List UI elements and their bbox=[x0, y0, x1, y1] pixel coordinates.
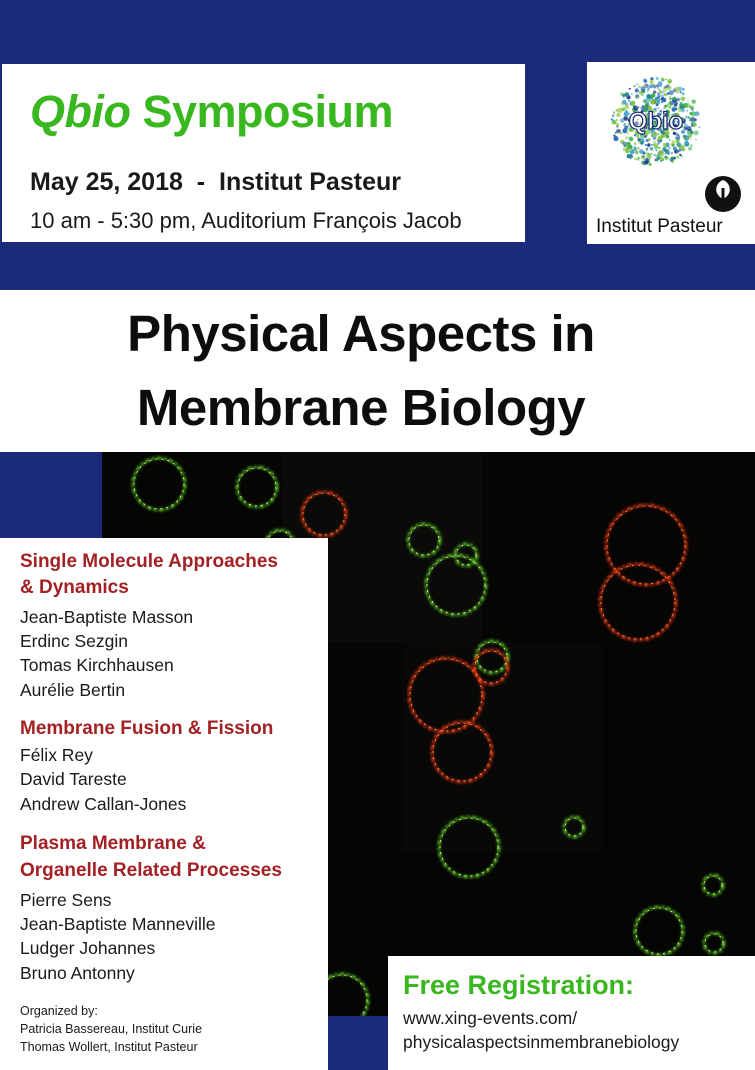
speaker: Erdinc Sezgin bbox=[20, 631, 128, 651]
organizer: Patricia Bassereau, Institut Curie bbox=[20, 1022, 203, 1036]
qbio-logo-speckle bbox=[682, 88, 684, 90]
qbio-logo-speckle bbox=[612, 121, 616, 125]
speaker: Tomas Kirchhausen bbox=[20, 655, 174, 675]
event-date: May 25, 2018 - Institut Pasteur bbox=[30, 168, 401, 196]
main-title-band bbox=[0, 290, 755, 452]
qbio-logo-speckle bbox=[685, 116, 688, 119]
qbio-logo-speckle bbox=[622, 142, 626, 146]
qbio-logo-speckle bbox=[611, 118, 614, 121]
qbio-logo-speckle bbox=[634, 85, 636, 87]
speaker: Bruno Antonny bbox=[20, 963, 135, 983]
qbio-logo-speckle bbox=[669, 97, 672, 100]
qbio-logo-speckle bbox=[621, 107, 625, 111]
qbio-logo-speckle bbox=[663, 88, 668, 93]
organizer: Thomas Wollert, Institut Pasteur bbox=[20, 1040, 198, 1054]
qbio-logo-speckle bbox=[656, 150, 658, 152]
qbio-logo-speckle bbox=[636, 96, 639, 99]
qbio-logo-speckle bbox=[667, 93, 669, 95]
registration-box bbox=[388, 956, 755, 1070]
qbio-logo-speckle bbox=[646, 149, 648, 151]
qbio-logo-speckle bbox=[699, 126, 701, 128]
qbio-logo bbox=[602, 66, 710, 174]
qbio-logo-speckle bbox=[676, 139, 680, 143]
qbio-logo-speckle bbox=[644, 135, 647, 138]
qbio-logo-speckle bbox=[687, 131, 690, 134]
qbio-logo-speckle bbox=[677, 150, 679, 152]
qbio-logo-speckle bbox=[688, 147, 692, 151]
qbio-logo-speckle bbox=[676, 98, 680, 102]
qbio-logo-speckle bbox=[623, 96, 625, 98]
organizers-label: Organized by: bbox=[20, 1004, 98, 1018]
qbio-logo-speckle bbox=[651, 153, 653, 155]
qbio-logo-speckle bbox=[677, 102, 679, 104]
qbio-logo-speckle bbox=[613, 111, 615, 113]
qbio-logo-speckle bbox=[689, 112, 692, 115]
main-title-line-1: Physical Aspects in bbox=[127, 305, 595, 362]
session-2-title: Membrane Fusion & Fission bbox=[20, 718, 274, 739]
qbio-logo-speckle bbox=[647, 95, 652, 100]
qbio-logo-speckle bbox=[694, 130, 699, 135]
speaker: Pierre Sens bbox=[20, 890, 112, 910]
qbio-logo-speckle bbox=[660, 157, 664, 161]
qbio-logo-speckle bbox=[687, 126, 692, 131]
pasteur-logo-icon bbox=[703, 174, 743, 214]
qbio-logo-speckle bbox=[680, 91, 682, 93]
qbio-logo-speckle bbox=[629, 137, 634, 142]
qbio-logo-speckle bbox=[614, 136, 619, 141]
qbio-logo-speckle bbox=[662, 92, 664, 94]
qbio-logo-speckle bbox=[647, 143, 650, 146]
qbio-logo-speckle bbox=[660, 91, 663, 94]
qbio-logo-speckle bbox=[629, 88, 631, 90]
qbio-logo-speckle bbox=[635, 151, 639, 155]
qbio-logo-speckle bbox=[641, 86, 646, 91]
session-1-title-line-1: Single Molecule Approaches bbox=[20, 551, 278, 572]
speaker: Ludger Johannes bbox=[20, 938, 156, 958]
qbio-logo-speckle bbox=[639, 149, 644, 154]
qbio-logo-speckle bbox=[674, 99, 676, 101]
symposium-title-qbio: Qbio bbox=[30, 86, 131, 137]
qbio-logo-speckle bbox=[684, 140, 688, 144]
qbio-logo-speckle bbox=[688, 116, 690, 118]
qbio-logo-speckle bbox=[645, 104, 647, 106]
qbio-logo-speckle bbox=[626, 136, 629, 139]
qbio-logo-speckle bbox=[630, 150, 635, 155]
qbio-logo-speckle bbox=[682, 92, 685, 95]
symposium-title bbox=[30, 86, 393, 138]
qbio-logo-speckle bbox=[644, 80, 647, 83]
event-time-location: 10 am - 5:30 pm, Auditorium François Jacob bbox=[30, 208, 462, 233]
qbio-logo-text: Qbio bbox=[628, 108, 684, 135]
qbio-logo-speckle bbox=[672, 144, 675, 147]
qbio-logo-speckle bbox=[683, 135, 686, 138]
qbio-logo-speckle bbox=[622, 128, 627, 133]
speaker: Félix Rey bbox=[20, 745, 93, 765]
qbio-logo-speckle bbox=[645, 144, 647, 146]
speaker: Aurélie Bertin bbox=[20, 680, 126, 700]
qbio-logo-speckle bbox=[692, 100, 696, 104]
qbio-logo-speckle bbox=[690, 118, 694, 122]
qbio-logo-speckle bbox=[678, 136, 680, 138]
qbio-logo-speckle bbox=[665, 104, 668, 107]
speaker: Andrew Callan-Jones bbox=[20, 794, 187, 814]
qbio-logo-speckle bbox=[640, 141, 644, 145]
qbio-logo-speckle bbox=[625, 148, 630, 153]
qbio-logo-speckle bbox=[639, 91, 641, 93]
qbio-logo-speckle bbox=[687, 110, 689, 112]
qbio-logo-speckle bbox=[683, 103, 688, 108]
qbio-logo-speckle bbox=[620, 93, 624, 97]
qbio-logo-speckle bbox=[645, 161, 649, 165]
qbio-logo-speckle bbox=[667, 85, 672, 90]
qbio-logo-speckle bbox=[634, 146, 636, 148]
qbio-logo-speckle bbox=[620, 118, 624, 122]
qbio-logo-speckle bbox=[612, 114, 615, 117]
speaker: Jean-Baptiste Masson bbox=[20, 607, 194, 627]
qbio-logo-speckle bbox=[653, 136, 657, 140]
qbio-logo-speckle bbox=[623, 124, 625, 126]
qbio-logo-speckle bbox=[642, 156, 644, 158]
qbio-logo-speckle bbox=[656, 77, 659, 80]
qbio-logo-speckle bbox=[624, 92, 629, 97]
speaker: Jean-Baptiste Manneville bbox=[20, 914, 216, 934]
qbio-logo-speckle bbox=[616, 123, 619, 126]
qbio-logo-speckle bbox=[616, 119, 618, 121]
qbio-logo-speckle bbox=[647, 90, 649, 92]
qbio-logo-speckle bbox=[667, 79, 672, 84]
qbio-logo-speckle bbox=[616, 113, 620, 117]
qbio-logo-speckle bbox=[622, 100, 626, 104]
qbio-logo-speckle bbox=[636, 83, 638, 85]
qbio-logo-speckle bbox=[667, 157, 669, 159]
qbio-logo-speckle bbox=[636, 135, 639, 138]
registration-title: Free Registration: bbox=[403, 970, 635, 1000]
qbio-logo-speckle bbox=[653, 86, 656, 89]
qbio-logo-speckle bbox=[680, 154, 682, 156]
qbio-logo-speckle bbox=[649, 80, 654, 85]
speaker: David Tareste bbox=[20, 769, 127, 789]
qbio-logo-speckle bbox=[669, 90, 674, 95]
qbio-logo-speckle bbox=[657, 95, 660, 98]
qbio-logo-speckle bbox=[647, 154, 652, 159]
qbio-logo-speckle bbox=[646, 102, 648, 104]
qbio-logo-speckle bbox=[635, 88, 639, 92]
qbio-logo-speckle bbox=[665, 78, 667, 80]
qbio-logo-speckle bbox=[695, 139, 697, 141]
qbio-logo-speckle bbox=[627, 154, 631, 158]
session-3-title-line-1: Plasma Membrane & bbox=[20, 833, 206, 854]
qbio-logo-speckle bbox=[656, 101, 660, 105]
qbio-logo-speckle bbox=[663, 143, 667, 147]
qbio-logo-speckle bbox=[657, 160, 659, 162]
qbio-logo-speckle bbox=[669, 96, 671, 98]
qbio-logo-speckle bbox=[650, 147, 653, 150]
qbio-logo-speckle bbox=[669, 139, 671, 141]
qbio-logo-speckle bbox=[694, 118, 697, 121]
qbio-logo-speckle bbox=[628, 100, 630, 102]
qbio-logo-speckle bbox=[663, 98, 666, 101]
qbio-logo-speckle bbox=[653, 143, 657, 147]
qbio-logo-speckle bbox=[647, 85, 651, 89]
qbio-logo-speckle bbox=[690, 105, 694, 109]
qbio-logo-speckle bbox=[653, 90, 656, 93]
speakers-box bbox=[0, 538, 328, 1070]
qbio-logo-speckle bbox=[670, 152, 673, 155]
qbio-logo-speckle bbox=[658, 81, 663, 86]
qbio-logo-speckle bbox=[646, 139, 649, 142]
session-1-title-line-2: & Dynamics bbox=[20, 577, 129, 598]
qbio-logo-speckle bbox=[662, 153, 665, 156]
qbio-logo-speckle bbox=[662, 80, 664, 82]
qbio-logo-speckle bbox=[693, 123, 697, 127]
qbio-logo-speckle bbox=[649, 164, 651, 166]
symposium-title-rest: Symposium bbox=[142, 86, 394, 137]
qbio-logo-speckle bbox=[614, 113, 616, 115]
qbio-logo-speckle bbox=[690, 132, 693, 135]
qbio-logo-speckle bbox=[615, 132, 617, 134]
qbio-logo-speckle bbox=[631, 93, 633, 95]
qbio-logo-speckle bbox=[683, 97, 686, 100]
qbio-logo-speckle bbox=[687, 100, 689, 102]
qbio-logo-speckle bbox=[664, 156, 667, 159]
qbio-logo-speckle bbox=[653, 141, 656, 144]
registration-url-line-2[interactable]: physicalaspectsinmembranebiology bbox=[403, 1032, 680, 1052]
qbio-logo-speckle bbox=[637, 157, 640, 160]
qbio-logo-speckle bbox=[666, 86, 668, 88]
qbio-logo-speckle bbox=[672, 140, 676, 144]
qbio-logo-speckle bbox=[618, 129, 621, 132]
qbio-logo-speckle bbox=[675, 87, 679, 91]
qbio-logo-speckle bbox=[657, 87, 659, 89]
qbio-logo-speckle bbox=[638, 86, 641, 89]
qbio-logo-speckle bbox=[668, 147, 670, 149]
session-3-title-line-2: Organelle Related Processes bbox=[20, 860, 282, 881]
qbio-logo-speckle bbox=[673, 147, 677, 151]
qbio-logo-speckle bbox=[658, 147, 661, 150]
header-box bbox=[0, 62, 527, 244]
main-title-line-2: Membrane Biology bbox=[136, 379, 586, 436]
registration-url-line-1[interactable]: www.xing-events.com/ bbox=[403, 1008, 578, 1028]
qbio-logo-speckle bbox=[631, 101, 635, 105]
qbio-logo-speckle bbox=[659, 89, 661, 91]
qbio-logo-speckle bbox=[690, 144, 692, 146]
qbio-logo-speckle bbox=[637, 147, 640, 150]
qbio-logo-speckle bbox=[664, 93, 668, 97]
qbio-logo-speckle bbox=[669, 101, 674, 106]
qbio-logo-speckle bbox=[638, 138, 641, 141]
qbio-logo-speckle bbox=[677, 143, 682, 148]
qbio-logo-speckle bbox=[634, 142, 637, 145]
logo-box bbox=[587, 62, 755, 244]
qbio-logo-speckle bbox=[676, 155, 679, 158]
qbio-logo-speckle bbox=[665, 149, 669, 153]
pasteur-logo-text: Institut Pasteur bbox=[596, 216, 723, 237]
qbio-logo-speckle bbox=[690, 138, 692, 140]
qbio-logo-speckle bbox=[670, 158, 674, 162]
